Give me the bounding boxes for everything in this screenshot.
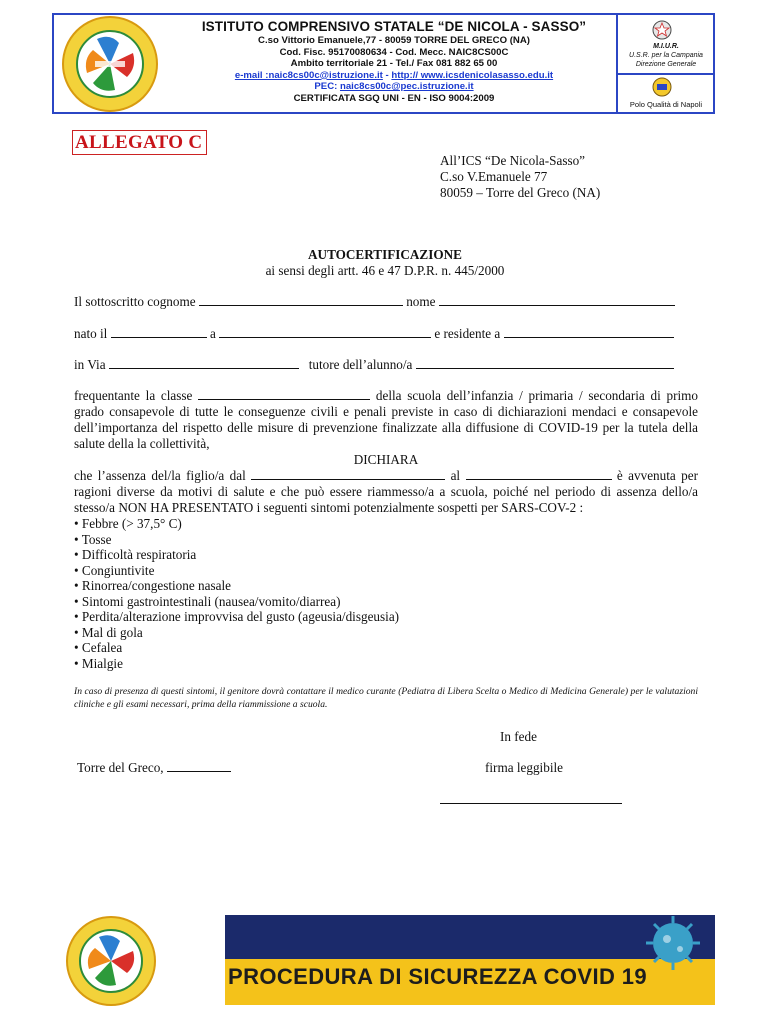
classe-label: frequentante la classe	[74, 388, 193, 403]
dichiara-heading: DICHIARA	[353, 452, 419, 467]
institute-codes: Cod. Fisc. 95170080634 - Cod. Mecc. NAIC8CS00C	[279, 46, 509, 58]
title-subtitle: ai sensi degli artt. 46 e 47 D.P.R. n. 445/2000	[265, 263, 505, 278]
alunno-field[interactable]	[416, 357, 674, 369]
header-right-divider	[616, 73, 715, 75]
field-row-nascita	[74, 326, 698, 342]
link-separator: -	[382, 69, 392, 81]
signature-field[interactable]	[440, 803, 622, 804]
via-field[interactable]	[109, 357, 299, 369]
recipient-line: 80059 – Torre del Greco (NA)	[440, 185, 601, 200]
tutore-label: tutore dell’alunno/a	[308, 357, 413, 372]
cognome-field[interactable]	[199, 294, 403, 306]
list-item: • Congiuntivite	[74, 563, 698, 579]
virus-icon	[646, 916, 700, 970]
via-label: in Via	[74, 357, 106, 372]
polo-qualita-logo-icon	[650, 77, 674, 97]
institute-name: ISTITUTO COMPRENSIVO STATALE “DE NICOLA - SASSO”	[201, 19, 587, 34]
miur-label	[620, 42, 712, 69]
pec-prefix: PEC:	[314, 81, 340, 93]
covid-banner	[225, 915, 715, 1005]
pec-link[interactable]: naic8cs00c@pec.istruzione.it	[339, 81, 474, 93]
list-item: • Rinorrea/congestione nasale	[74, 578, 698, 594]
recipient-line: All’ICS “De Nicola-Sasso”	[440, 153, 586, 168]
date-field[interactable]	[167, 760, 231, 772]
field-row-cognome	[74, 294, 698, 310]
allegato-label: ALLEGATO C	[72, 130, 207, 155]
miur-sub2: Direzione Generale	[635, 61, 697, 68]
nome-label: nome	[406, 294, 436, 309]
email-link[interactable]: e-mail :naic8cs00c@istruzione.it	[234, 69, 383, 81]
symptom-list	[74, 516, 698, 671]
nome-field[interactable]	[439, 294, 675, 306]
residente-label: e residente a	[434, 326, 501, 341]
certification-line: CERTIFICATA SGQ UNI - EN - ISO 9004:2009	[293, 92, 495, 104]
cognome-label: Il sottoscritto cognome	[74, 294, 196, 309]
polo-qualita-label: Polo Qualità di Napoli	[629, 100, 703, 109]
list-item: • Mal di gola	[74, 625, 698, 641]
in-fede-label: In fede	[500, 729, 537, 744]
symptom-note: In caso di presenza di questi sintomi, il genitore dovrà contattare il medico curante (Pediatra di Libera Scelta o Medico di Medicina Generale) per le valutazioni cliniche e gli esami necessari, prima della riammissione a scuola.	[74, 686, 698, 710]
assenza-label: che l’assenza del/la figlio/a dal	[74, 468, 246, 483]
signature-place	[77, 760, 231, 776]
assenza-al-field[interactable]	[466, 468, 612, 480]
miur-sub1: U.S.R. per la Campania	[629, 52, 703, 59]
classe-field[interactable]	[198, 388, 370, 400]
assenza-dal-field[interactable]	[251, 468, 445, 480]
document-title	[72, 247, 698, 279]
header-divider	[616, 13, 618, 114]
luogo-nascita-field[interactable]	[219, 326, 431, 338]
firma-label: firma leggibile	[485, 760, 563, 775]
paragraph-frequenza-text: della scuola dell’infanzia / primaria / secondaria di primo grado consapevole di tutte le conseguenze civili e penali previste in caso di dichiarazioni mendaci e consapevole dell’importanza del rispetto delle misure di prevenzione finalizzate alla diffusione di COVID-19 per la tutela della salute della la collettività,	[74, 388, 698, 451]
recipient-line: C.so V.Emanuele 77	[440, 169, 548, 184]
list-item: • Perdita/alterazione improvvisa del gusto (ageusia/disgeusia)	[74, 609, 698, 625]
place-label: Torre del Greco,	[77, 760, 164, 775]
school-logo	[57, 15, 163, 113]
list-item: • Difficoltà respiratoria	[74, 547, 698, 563]
list-item: • Cefalea	[74, 640, 698, 656]
list-item: • Mialgie	[74, 656, 698, 672]
luogo-nascita-label: a	[209, 326, 216, 341]
letterhead-text	[178, 18, 610, 105]
institute-address: C.so Vittorio Emanuele,77 - 80059 TORRE DEL GRECO (NA)	[258, 35, 530, 46]
assenza-al-label: al	[450, 468, 461, 483]
republic-emblem-icon	[650, 19, 674, 41]
recipient-address	[440, 153, 600, 201]
paragraph-frequenza	[74, 388, 698, 671]
residenza-field[interactable]	[504, 326, 674, 338]
miur-title: M.I.U.R.	[653, 43, 679, 50]
list-item: • Sintomi gastrointestinali (nausea/vomito/diarrea)	[74, 594, 698, 610]
assenza-text: è avvenuta per ragioni diverse da motivi di salute e che può essere riammesso/a a scuola, poiché nel periodo di assenza dello/a stesso/a NON HA PRESENTATO i seguenti sintomi potenzialmente sospetti per SARS-COV-2 :	[74, 468, 699, 515]
title-main: AUTOCERTIFICAZIONE	[308, 247, 462, 262]
school-logo-footer	[63, 915, 159, 1007]
list-item: • Febbre (> 37,5° C)	[74, 516, 698, 532]
data-nascita-field[interactable]	[111, 326, 207, 338]
list-item: • Tosse	[74, 532, 698, 548]
field-row-via	[74, 357, 698, 373]
banner-title: PROCEDURA DI SICUREZZA COVID 19	[228, 964, 648, 989]
website-link[interactable]: http:// www.icsdenicolasasso.edu.it	[391, 69, 554, 81]
nato-label: nato il	[74, 326, 108, 341]
institute-ambito: Ambito territoriale 21 - Tel./ Fax 081 882 65 00	[290, 58, 498, 70]
